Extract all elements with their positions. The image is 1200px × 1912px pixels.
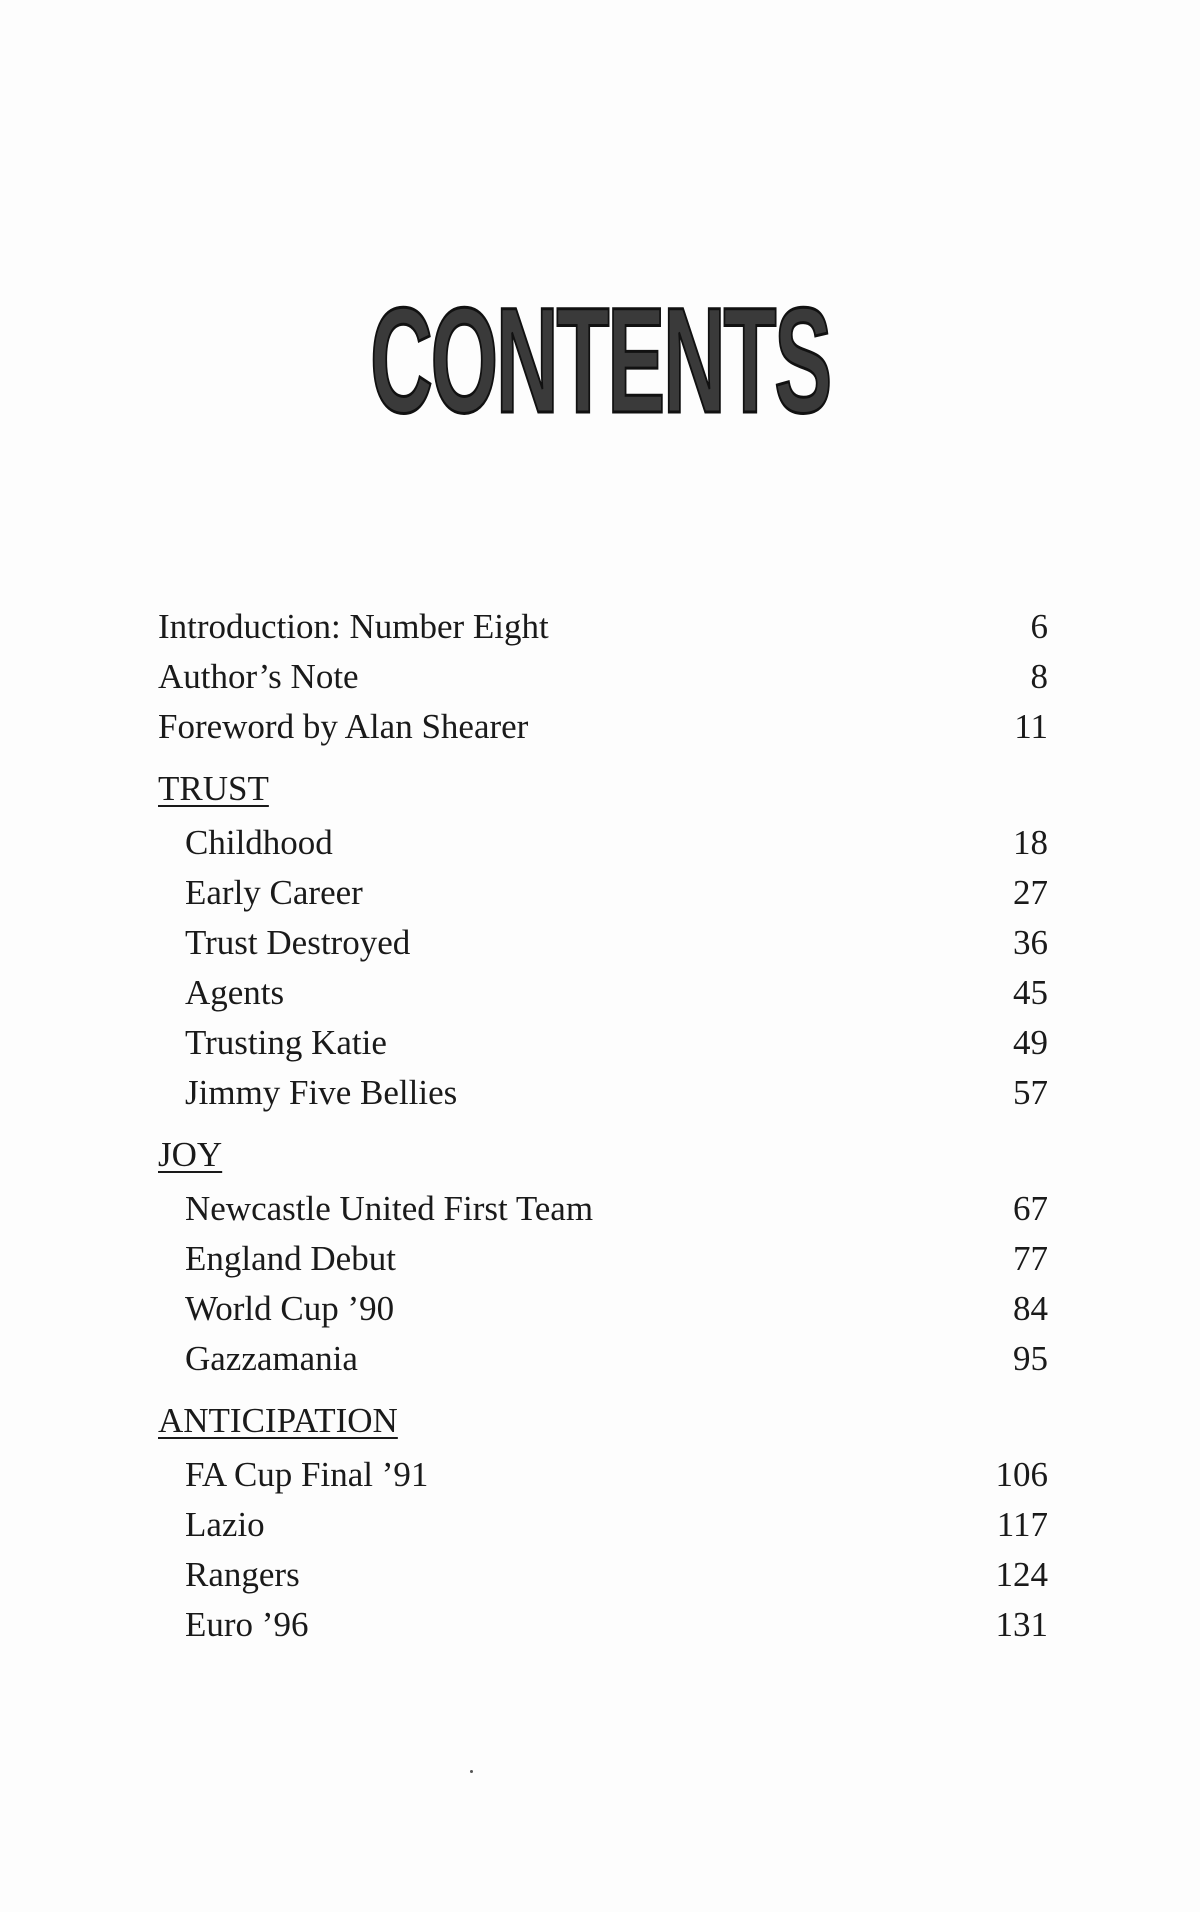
section-heading-joy[interactable]	[158, 1130, 1048, 1180]
toc-entry-page: 84	[1013, 1289, 1048, 1328]
toc-entry-page: 18	[1013, 823, 1048, 862]
toc-entry-label: Euro ’96	[185, 1605, 309, 1644]
toc-entry[interactable]	[158, 652, 1048, 702]
toc-entry-page: 11	[1014, 707, 1048, 746]
section-heading-anticipation[interactable]	[158, 1396, 1048, 1446]
toc-entry[interactable]	[158, 1068, 1048, 1118]
toc-entry[interactable]	[158, 918, 1048, 968]
toc-entry[interactable]	[158, 1184, 1048, 1234]
section-heading-label: ANTICIPATION	[158, 1401, 398, 1440]
toc-entry-page: 106	[995, 1455, 1048, 1494]
toc-entry[interactable]	[158, 1550, 1048, 1600]
toc-entry-page: 95	[1013, 1339, 1048, 1378]
toc-entry[interactable]	[158, 1284, 1048, 1334]
toc-entry-label: Childhood	[185, 823, 333, 862]
toc-entry[interactable]	[158, 968, 1048, 1018]
toc-entry-page: 77	[1013, 1239, 1048, 1278]
toc-entry-label: Newcastle United First Team	[185, 1189, 594, 1228]
print-speck	[470, 1770, 473, 1773]
table-of-contents	[158, 602, 1048, 1650]
toc-entry-page: 45	[1013, 973, 1048, 1012]
toc-entry-page: 67	[1013, 1189, 1048, 1228]
toc-entry-label: England Debut	[185, 1239, 396, 1278]
toc-entry[interactable]	[158, 1500, 1048, 1550]
toc-entry-page: 117	[996, 1505, 1048, 1544]
toc-entry-label: Trusting Katie	[185, 1023, 387, 1062]
toc-entry-label: World Cup ’90	[185, 1289, 395, 1328]
toc-entry-page: 27	[1013, 873, 1048, 912]
toc-entry-page: 6	[1030, 607, 1048, 646]
toc-entry[interactable]	[158, 1334, 1048, 1384]
toc-entry-page: 124	[995, 1555, 1048, 1594]
toc-entry[interactable]	[158, 602, 1048, 652]
toc-entry-label: Trust Destroyed	[185, 923, 411, 962]
toc-entry-page: 49	[1013, 1023, 1048, 1062]
section-heading-label: JOY	[158, 1135, 223, 1174]
toc-entry-page: 131	[995, 1605, 1048, 1644]
toc-entry-label: Foreword by Alan Shearer	[158, 707, 529, 746]
toc-entry[interactable]	[158, 1450, 1048, 1500]
toc-entry-page: 8	[1030, 657, 1048, 696]
toc-entry-label: Early Career	[185, 873, 363, 912]
toc-entry[interactable]	[158, 1600, 1048, 1650]
section-heading-trust[interactable]	[158, 764, 1048, 814]
section-heading-label: TRUST	[158, 769, 269, 808]
toc-entry[interactable]	[158, 1234, 1048, 1284]
toc-entry-label: Lazio	[185, 1505, 265, 1544]
toc-entry-page: 36	[1013, 923, 1048, 962]
toc-entry-label: Gazzamania	[185, 1339, 358, 1378]
toc-entry-label: Agents	[185, 973, 285, 1012]
toc-entry[interactable]	[158, 868, 1048, 918]
toc-entry-label: Rangers	[185, 1555, 300, 1594]
toc-entry-label: FA Cup Final ’91	[185, 1455, 429, 1494]
toc-entry[interactable]	[158, 702, 1048, 752]
toc-entry[interactable]	[158, 818, 1048, 868]
toc-entry-label: Jimmy Five Bellies	[185, 1073, 458, 1112]
toc-entry[interactable]	[158, 1018, 1048, 1068]
toc-entry-label: Introduction: Number Eight	[158, 607, 549, 646]
page-title: CONTENTS	[370, 276, 830, 444]
toc-entry-page: 57	[1013, 1073, 1048, 1112]
toc-entry-label: Author’s Note	[158, 657, 359, 696]
